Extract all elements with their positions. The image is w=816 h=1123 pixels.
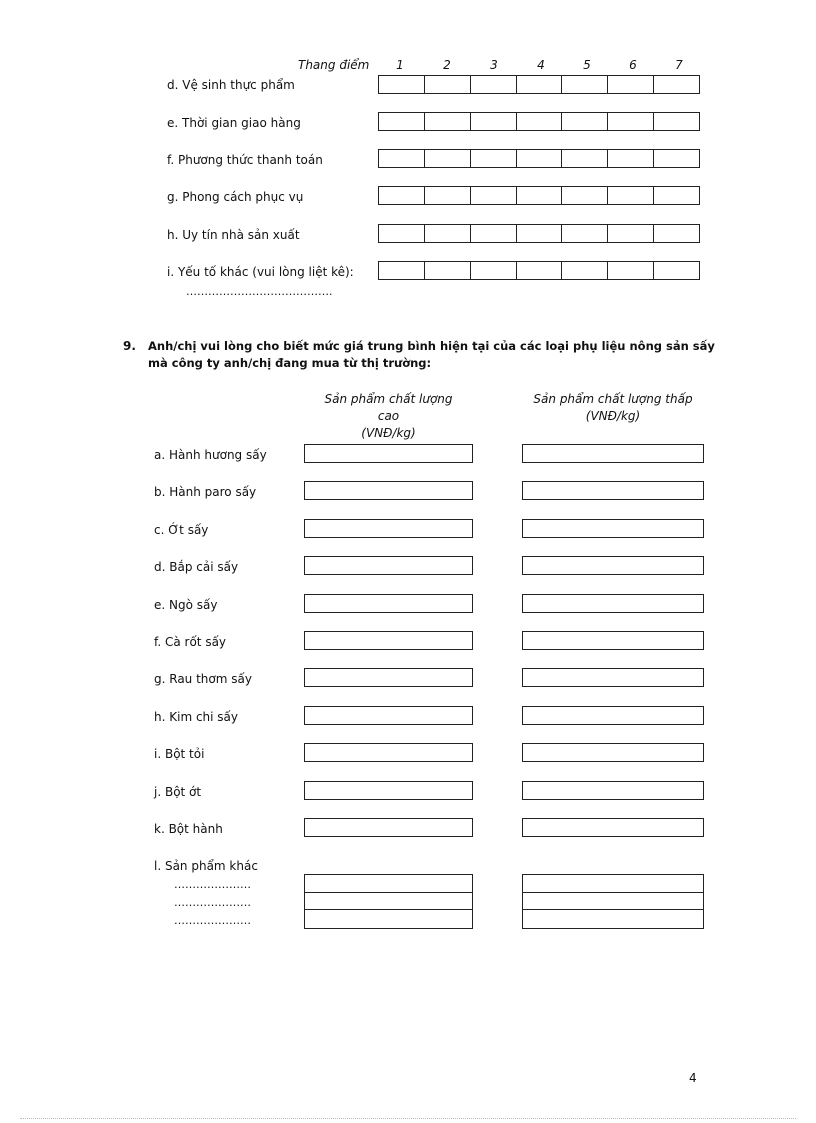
other-product-low-input[interactable] [523, 892, 703, 909]
scale-number-3: 3 [490, 58, 498, 72]
scale-number-1: 1 [396, 58, 404, 72]
rating-item-label: f. Phương thức thanh toán [167, 153, 323, 167]
rating-row-service-style[interactable] [378, 186, 700, 205]
price-input-high[interactable] [304, 818, 473, 837]
price-item-label: k. Bột hành [154, 822, 223, 836]
price-input-high[interactable] [304, 706, 473, 725]
other-product-high-input[interactable] [305, 875, 472, 892]
price-input-high[interactable] [304, 519, 473, 538]
other-products-label: l. Sản phẩm khác [154, 859, 258, 873]
question-number: 9. [123, 339, 136, 353]
rating-row-producer-reputation[interactable] [378, 224, 700, 243]
rating-row-payment-method[interactable] [378, 149, 700, 168]
price-input-low[interactable] [522, 781, 704, 800]
price-input-low[interactable] [522, 481, 704, 500]
other-product-low-input[interactable] [523, 909, 703, 926]
rating-row-delivery-time[interactable] [378, 112, 700, 131]
price-item-label: i. Bột tỏi [154, 747, 205, 761]
page-bottom-rule [20, 1118, 796, 1119]
scale-number-4: 4 [537, 58, 545, 72]
price-input-low[interactable] [522, 594, 704, 613]
other-product-dots: ………………… [174, 914, 251, 927]
scale-number-5: 5 [583, 58, 591, 72]
price-input-low[interactable] [522, 519, 704, 538]
price-item-label: e. Ngò sấy [154, 598, 218, 612]
price-input-low[interactable] [522, 743, 704, 762]
price-item-label: j. Bột ớt [154, 785, 202, 799]
price-item-label: h. Kim chi sấy [154, 710, 238, 724]
price-input-high[interactable] [304, 781, 473, 800]
price-input-high[interactable] [304, 631, 473, 650]
price-input-high[interactable] [304, 556, 473, 575]
column-header-high-quality-2: cao [377, 409, 400, 423]
rating-item-label: i. Yếu tố khác (vui lòng liệt kê): [167, 265, 354, 279]
rating-item-label: h. Uy tín nhà sản xuất [167, 228, 300, 242]
price-input-low[interactable] [522, 668, 704, 687]
price-item-label: a. Hành hương sấy [154, 448, 267, 462]
question-text-line2: mà công ty anh/chị đang mua từ thị trường: [148, 356, 432, 370]
rating-row-other-factor[interactable] [378, 261, 700, 280]
column-header-low-quality: Sản phẩm chất lượng thấp [533, 392, 693, 406]
price-input-low[interactable] [522, 631, 704, 650]
price-item-label: c. Ớt sấy [154, 523, 209, 537]
rating-item-label: e. Thời gian giao hàng [167, 116, 301, 130]
scale-number-7: 7 [675, 58, 683, 72]
column-header-high-quality: Sản phẩm chất lượng [324, 392, 453, 406]
rating-item-label: g. Phong cách phục vụ [167, 190, 304, 204]
price-input-high[interactable] [304, 444, 473, 463]
scale-label: Thang điểm [298, 58, 370, 72]
other-product-high-input[interactable] [305, 892, 472, 909]
other-products-low-inputs[interactable] [522, 874, 704, 929]
other-product-low-input[interactable] [523, 875, 703, 892]
price-input-low[interactable] [522, 556, 704, 575]
price-input-high[interactable] [304, 481, 473, 500]
price-input-low[interactable] [522, 444, 704, 463]
scale-number-6: 6 [629, 58, 637, 72]
price-input-high[interactable] [304, 594, 473, 613]
page-number: 4 [689, 1071, 697, 1085]
price-item-label: f. Cà rốt sấy [154, 635, 227, 649]
price-item-label: d. Bắp cải sấy [154, 560, 239, 574]
column-header-low-quality-unit: (VNĐ/kg) [585, 409, 641, 423]
price-input-low[interactable] [522, 706, 704, 725]
price-item-label: b. Hành paro sấy [154, 485, 257, 499]
other-factor-dots: …………………………………. [186, 285, 333, 298]
other-product-dots: ………………… [174, 896, 251, 909]
price-item-label: g. Rau thơm sấy [154, 672, 252, 686]
other-product-dots: ………………… [174, 878, 251, 891]
other-products-high-inputs[interactable] [304, 874, 473, 929]
price-input-high[interactable] [304, 668, 473, 687]
column-header-high-quality-unit: (VNĐ/kg) [361, 426, 416, 440]
other-product-high-input[interactable] [305, 909, 472, 926]
rating-item-label: d. Vệ sinh thực phẩm [167, 78, 295, 92]
price-input-low[interactable] [522, 818, 704, 837]
price-input-high[interactable] [304, 743, 473, 762]
rating-row-hygiene[interactable] [378, 75, 700, 94]
question-text-line1: Anh/chị vui lòng cho biết mức giá trung bình hiện tại của các loại phụ liệu nông sản sấy [148, 339, 715, 353]
scale-number-2: 2 [443, 58, 451, 72]
